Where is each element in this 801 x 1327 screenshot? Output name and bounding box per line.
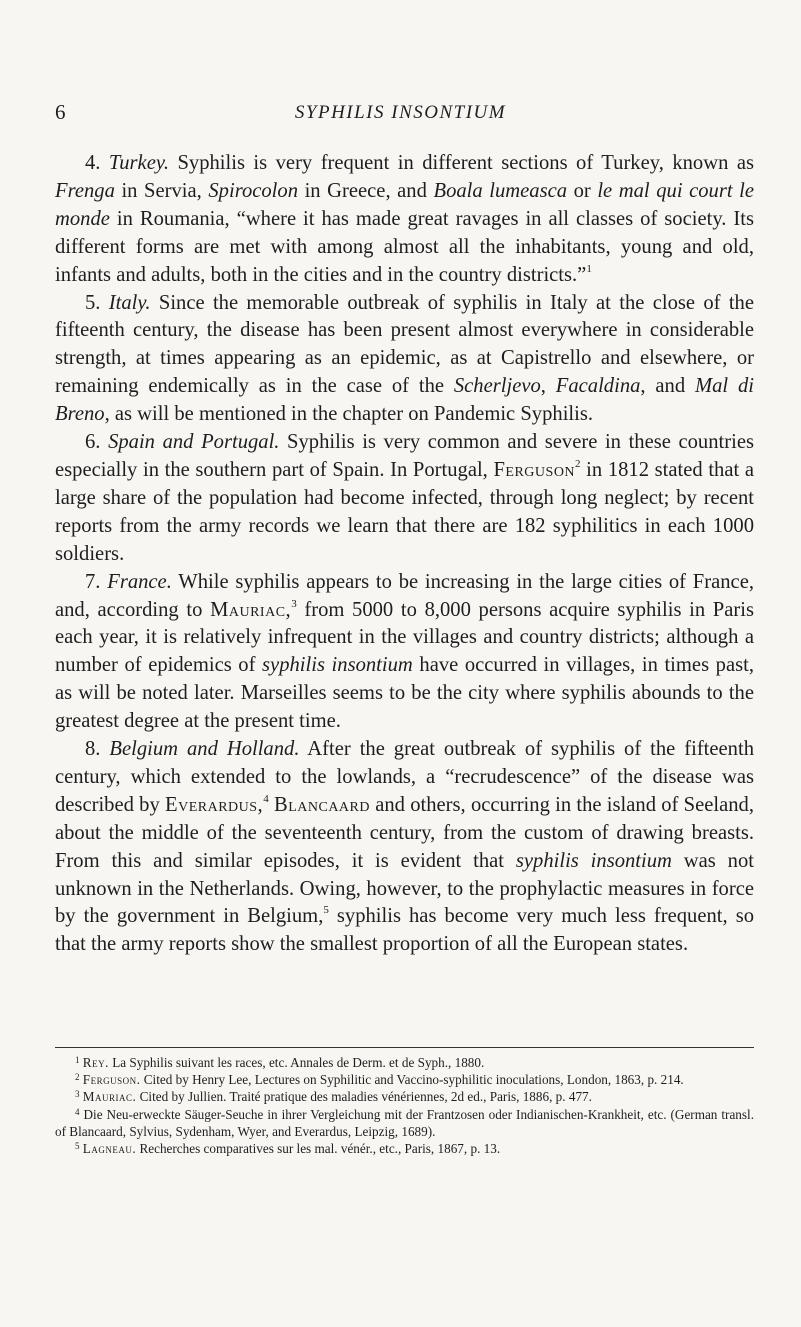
footnote: $^1$ Rey. La Syphilis suivant les races, etc. Annales de Derm. et de Syph., 1880.	[75, 1055, 485, 1070]
page-number: 6	[55, 100, 66, 124]
footnote: $^2$ Ferguson. Cited by Henry Lee, Lectures on Syphilitic and Vaccino-syphilitic inoculations, London, 1863, p. 214.	[75, 1072, 684, 1088]
author-name: Blancaard	[273, 793, 370, 816]
footnote-ref[interactable]: 3	[291, 597, 297, 610]
page-header	[0, 100, 801, 130]
author-name: Everardus,	[165, 793, 264, 816]
paragraph-number: 6.	[85, 431, 101, 454]
paragraph-france: 7. France. While syphilis appears to be increasing in the large cities of France, and, according to Mauriac,$^3$ from 5000 to 8,000 persons acquire syphilis in Paris each year, it is relatively infrequent in the villages and country districts; although a number of epidemics of syphilis insontium have occurred in villages, in times past, as will be noted later. Marseilles seems to be the city where syphilis abounds to the greatest degree at the present time.	[55, 570, 754, 733]
footnote-ref[interactable]: 1	[586, 262, 592, 275]
footnotes	[55, 1054, 754, 1157]
paragraph-italy: 5. Italy. Since the memorable outbreak of syphilis in Italy at the close of the fifteenth century, the disease has been present almost everywhere in considerable strength, at times appearing as an epidemic, as at Capistrello and elsewhere, or remaining endemically as in the case of the Scherljevo, Facaldina, and Mal di Breno, as will be mentioned in the chapter on Pandemic Syphilis.	[55, 291, 754, 426]
paragraph-spain-portugal: 6. Spain and Portugal. Syphilis is very common and severe in these countries especially in the southern part of Spain. In Portugal, Ferguson$^2$ in 1812 stated that a large share of the population had become infected, through long neglect; by recent reports from the army records we learn that there are 182 syphilitics in each 1000 soldiers.	[55, 431, 754, 565]
section-heading: Spain and Portugal.	[108, 431, 280, 454]
footnote-divider	[55, 1047, 754, 1048]
footnote: $^3$ Mauriac. Cited by Jullien. Traité pratique des maladies vénériennes, 2d ed., Paris, 1886, p. 477.	[75, 1089, 592, 1105]
footnote-ref[interactable]: 2	[575, 457, 581, 470]
footnote: $^5$ Lagneau. Recherches comparatives sur les mal. vénér., etc., Paris, 1867, p. 13.	[75, 1141, 501, 1157]
author-name: Ferguson	[493, 458, 576, 481]
paragraph-number: 7.	[85, 570, 101, 593]
footnote-ref[interactable]: 5	[323, 904, 329, 917]
paragraph-turkey: 4. Turkey. Syphilis is very frequent in different sections of Turkey, known as Frenga in Servia, Spirocolon in Greece, and Boala lumeasca or le mal qui court le monde in Roumania, “where it has made great ravages in all classes of society. Its different forms are met with among almost all the inhabitants, young and old, infants and adults, both in the cities and in the country districts.”$^1$	[55, 152, 755, 286]
section-heading: Turkey.	[108, 152, 169, 174]
paragraph-number: 4.	[85, 152, 101, 174]
author-name: Mauriac,	[210, 598, 292, 621]
section-heading: France.	[107, 570, 172, 593]
footnote: $^4$ Die Neu-erweckte Säuger-Seuche in ihrer Vergleichung mit der Frantzosen oder Indianischen-Krankheit, etc. (German transl. of Blancaard, Sylvius, Sydenham, Wyer, and Everardus, Leipzig, 1689).	[55, 1106, 754, 1139]
section-heading: Belgium and Holland.	[109, 738, 300, 761]
body-text	[55, 150, 754, 959]
running-head: SYPHILIS INSONTIUM	[294, 102, 507, 123]
paragraph-number: 5.	[85, 291, 101, 314]
paragraph-number: 8.	[85, 738, 101, 761]
paragraph-belgium-holland: 8. Belgium and Holland. After the great outbreak of syphilis of the fifteenth century, which extended to the lowlands, a “recrudescence” of the disease was described by Everardus,$^4$ Blancaard and others, occurring in the island of Seeland, about the middle of the seventeenth century, from the custom of drawing breasts. From this and similar episodes, it is evident that syphilis insontium was not unknown in the Netherlands. Owing, however, to the prophylactic measures in force by the government in Belgium,$^5$ syphilis has become very much less frequent, so that the army reports show the smallest proportion of all the European states.	[55, 738, 755, 956]
section-heading: Italy.	[108, 291, 151, 314]
footnote-ref[interactable]: 4	[263, 792, 269, 805]
